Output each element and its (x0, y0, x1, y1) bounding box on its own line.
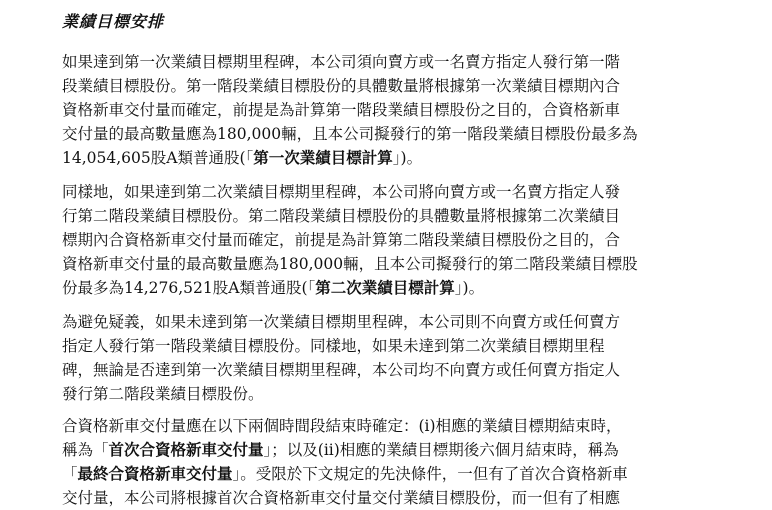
text-line (62, 382, 752, 406)
text-segment: 如果達到第一次業績目標期里程碑，本公司須向賣方或一名賣方指定人發行第一階 (62, 53, 621, 71)
text-line (62, 252, 752, 276)
text-line (62, 310, 752, 334)
text-line (62, 204, 752, 228)
text-line (62, 438, 752, 462)
text-segment: 碑，無論是否達到第一次業績目標期里程碑，本公司均不向賣方或任何賣方指定人 (62, 361, 621, 379)
text-segment: 份最多為14,276,521股A類普通股(「 (62, 279, 316, 297)
defined-term: 最終合資格新車交付量 (77, 465, 233, 483)
text-line (62, 228, 752, 252)
paragraph-first-milestone (62, 50, 752, 170)
text-segment: 」。受限於下文規定的先決條件，一但有了首次合資格新車 (232, 465, 628, 483)
text-segment: 」)。 (454, 279, 485, 297)
text-line (62, 98, 752, 122)
paragraph-clarification (62, 310, 752, 406)
text-segment: 14,054,605股A類普通股(「 (62, 149, 254, 167)
text-line (62, 462, 752, 486)
text-line (62, 122, 752, 146)
defined-term: 第一次業績目標計算 (253, 149, 393, 167)
text-segment: 段業績目標股份。第一階段業績目標股份的具體數量將根據第一次業績目標期內合 (62, 77, 621, 95)
text-segment: 「 (62, 465, 78, 483)
section-heading: 業績目標安排 (62, 12, 165, 31)
text-line (62, 74, 752, 98)
text-segment: 資格新車交付量的最高數量應為180,000輛，且本公司擬發行的第二階段業績目標股 (62, 255, 638, 273)
text-line (62, 486, 752, 510)
text-line (62, 146, 752, 170)
text-line (62, 50, 752, 74)
text-segment: 同樣地，如果達到第二次業績目標期里程碑，本公司將向賣方或一名賣方指定人發 (62, 183, 621, 201)
text-segment: 」；以及(ii)相應的業績目標期後六個月結束時，稱為 (263, 441, 619, 459)
text-segment: 為避免疑義，如果未達到第一次業績目標期里程碑，本公司則不向賣方或任何賣方 (62, 313, 621, 331)
text-segment: 標期內合資格新車交付量而確定，前提是為計算第二階段業績目標股份之目的，合 (62, 231, 621, 249)
text-segment: 」)。 (392, 149, 423, 167)
text-line (62, 276, 752, 300)
text-line (62, 358, 752, 382)
text-segment: 指定人發行第一階段業績目標股份。同樣地，如果未達到第二次業績目標期里程 (62, 337, 605, 355)
defined-term: 首次合資格新車交付量 (108, 441, 264, 459)
text-segment: 資格新車交付量而確定，前提是為計算第一階段業績目標股份之目的，合資格新車 (62, 101, 621, 119)
text-segment: 行第二階段業績目標股份。第二階段業績目標股份的具體數量將根據第二次業績目 (62, 207, 621, 225)
text-segment: 合資格新車交付量應在以下兩個時間段結束時確定：(i)相應的業績目標期結束時， (62, 417, 622, 435)
text-segment: 發行第二階段業績目標股份。 (62, 385, 264, 403)
text-segment: 交付量的最高數量應為180,000輛，且本公司擬發行的第一階段業績目標股份最多為 (62, 125, 638, 143)
text-line (62, 414, 752, 438)
paragraph-delivery-determination (62, 414, 752, 510)
paragraph-second-milestone (62, 180, 752, 300)
text-line (62, 334, 752, 358)
defined-term: 第二次業績目標計算 (315, 279, 455, 297)
text-segment: 交付量，本公司將根據首次合資格新車交付量交付業績目標股份，而一但有了相應 (62, 489, 621, 507)
text-line (62, 180, 752, 204)
text-segment: 稱為「 (62, 441, 109, 459)
